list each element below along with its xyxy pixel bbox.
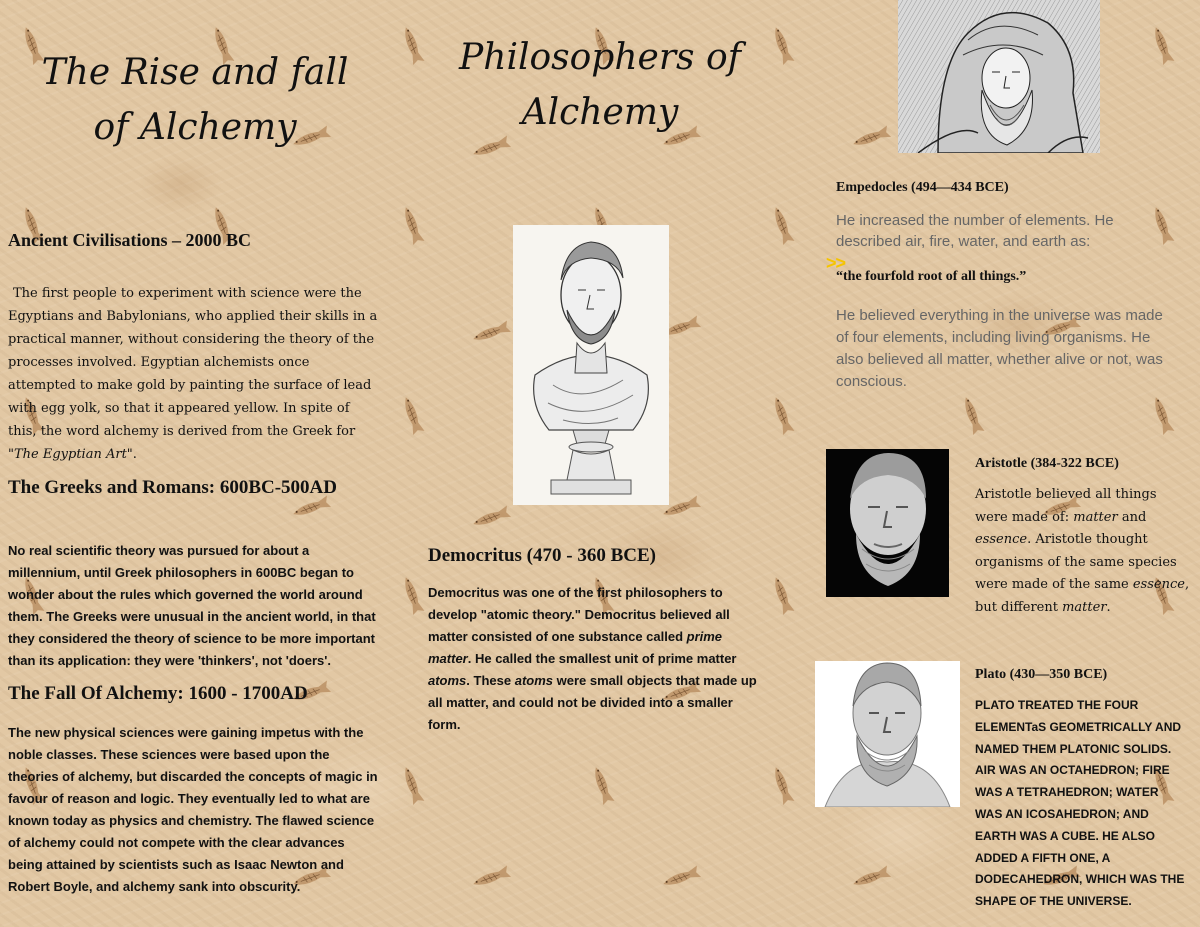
democritus-bust-image: [513, 225, 669, 505]
aristotle-text: Aristotle believed all things were made of: matter and essence. Aristotle thought organisms of the same species were made of the same essence, but different matter.: [975, 487, 1190, 615]
plato-text: PLATO TREATED THE FOUR ELEMENTaS GEOMETRICALLY AND NAMED THEM PLATONIC SOLIDS. AIR WAS AN OCTAHEDRON; FIRE WAS A TETRAHEDRON; WATER WAS AN ICOSAHEDRON; AND EARTH WAS A CUBE. HE ALSO ADDED A FIFTH ONE, A DODECAHEDRON, WHICH WAS THE SHAPE OF THE UNIVERSE.: [975, 698, 1185, 909]
plato-bust-image: [815, 661, 960, 807]
heading-aristotle: Aristotle (384-322 BCE): [975, 456, 1119, 471]
fall-of-alchemy-text: The new physical sciences were gaining impetus with the noble classes. These sciences were based upon the theories of alchemy, but discarded the concepts of magic in favour of reason and logic. They eventually led to what are known today as physics and chemistry. The flawed science of alchemy could not compete with the clear advances being attained by scientists such as Isaac Newton and Robert Boyle, and alchemy sank into obscurity.: [8, 725, 378, 894]
fossil-fish-icon: [849, 863, 897, 892]
philosophers-title: Philosophers of Alchemy: [459, 37, 741, 133]
fossil-fish-icon: [769, 763, 798, 811]
fossil-fish-icon: [399, 23, 428, 71]
heading-fall-of-alchemy: The Fall Of Alchemy: 1600 - 1700AD: [8, 683, 308, 704]
fossil-fish-icon: [399, 393, 428, 441]
fossil-fish-icon: [959, 393, 988, 441]
empedocles-quote: “the fourfold root of all things.”: [836, 269, 1027, 284]
fossil-fish-icon: [589, 763, 618, 811]
empedocles-text-2: He believed everything in the universe was made of four elements, including living organisms. He also believed all matter, whether alive or not, was conscious.: [836, 307, 1163, 390]
heading-ancient-civilisations: Ancient Civilisations – 2000 BC: [8, 230, 252, 250]
democritus-text: Democritus was one of the first philosophers to develop "atomic theory." Democritus believed all matter consisted of one substance called prime matter. He called the smallest unit of prime matter atoms. These atoms were small objects that made up all matter, and could not be divided into a smaller form.: [428, 585, 757, 732]
fossil-fish-icon: [769, 203, 798, 251]
empedocles-text-1: He increased the number of elements. He described air, fire, water, and earth as:: [836, 212, 1114, 250]
fossil-fish-icon: [659, 863, 707, 892]
double-arrow-icon: >>: [826, 253, 846, 273]
fossil-fish-icon: [399, 203, 428, 251]
fossil-fish-icon: [1149, 23, 1178, 71]
fossil-fish-icon: [399, 573, 428, 621]
aristotle-bust-image: [826, 449, 949, 597]
fossil-fish-icon: [849, 123, 897, 152]
fossil-fish-icon: [769, 573, 798, 621]
fossil-fish-icon: [469, 318, 517, 347]
fossil-fish-icon: [469, 503, 517, 532]
empedocles-portrait-image: [898, 0, 1100, 153]
heading-empedocles: Empedocles (494—434 BCE): [836, 180, 1009, 195]
brochure-title: The Rise and fall of Alchemy: [41, 52, 349, 148]
greeks-romans-text: No real scientific theory was pursued for about a millennium, until Greek philosophers in 600BC began to wonder about the rules which governed the world around them. The Greeks were unusual in the ancient world, in that they considered the theory of science to be more important than its application: they were 'thinkers', not 'doers'.: [8, 543, 376, 668]
fossil-fish-icon: [1149, 393, 1178, 441]
ancient-civilisations-text: The first people to experiment with science were the Egyptians and Babylonians, who applied their skills in a practical manner, without considering the theory of the processes involved. Egyptian alchemists once attempted to make gold by painting the surface of lead with egg yolk, so that it appeared yellow. In spite of this, the word alchemy is derived from the Greek for "The Egyptian Art".: [8, 286, 378, 462]
heading-plato: Plato (430—350 BCE): [975, 667, 1108, 682]
fossil-fish-icon: [399, 763, 428, 811]
fossil-fish-icon: [769, 393, 798, 441]
fossil-fish-icon: [469, 863, 517, 892]
heading-greeks-romans: The Greeks and Romans: 600BC-500AD: [8, 477, 338, 498]
heading-democritus: Democritus (470 - 360 BCE): [428, 545, 656, 566]
fossil-fish-icon: [769, 23, 798, 71]
